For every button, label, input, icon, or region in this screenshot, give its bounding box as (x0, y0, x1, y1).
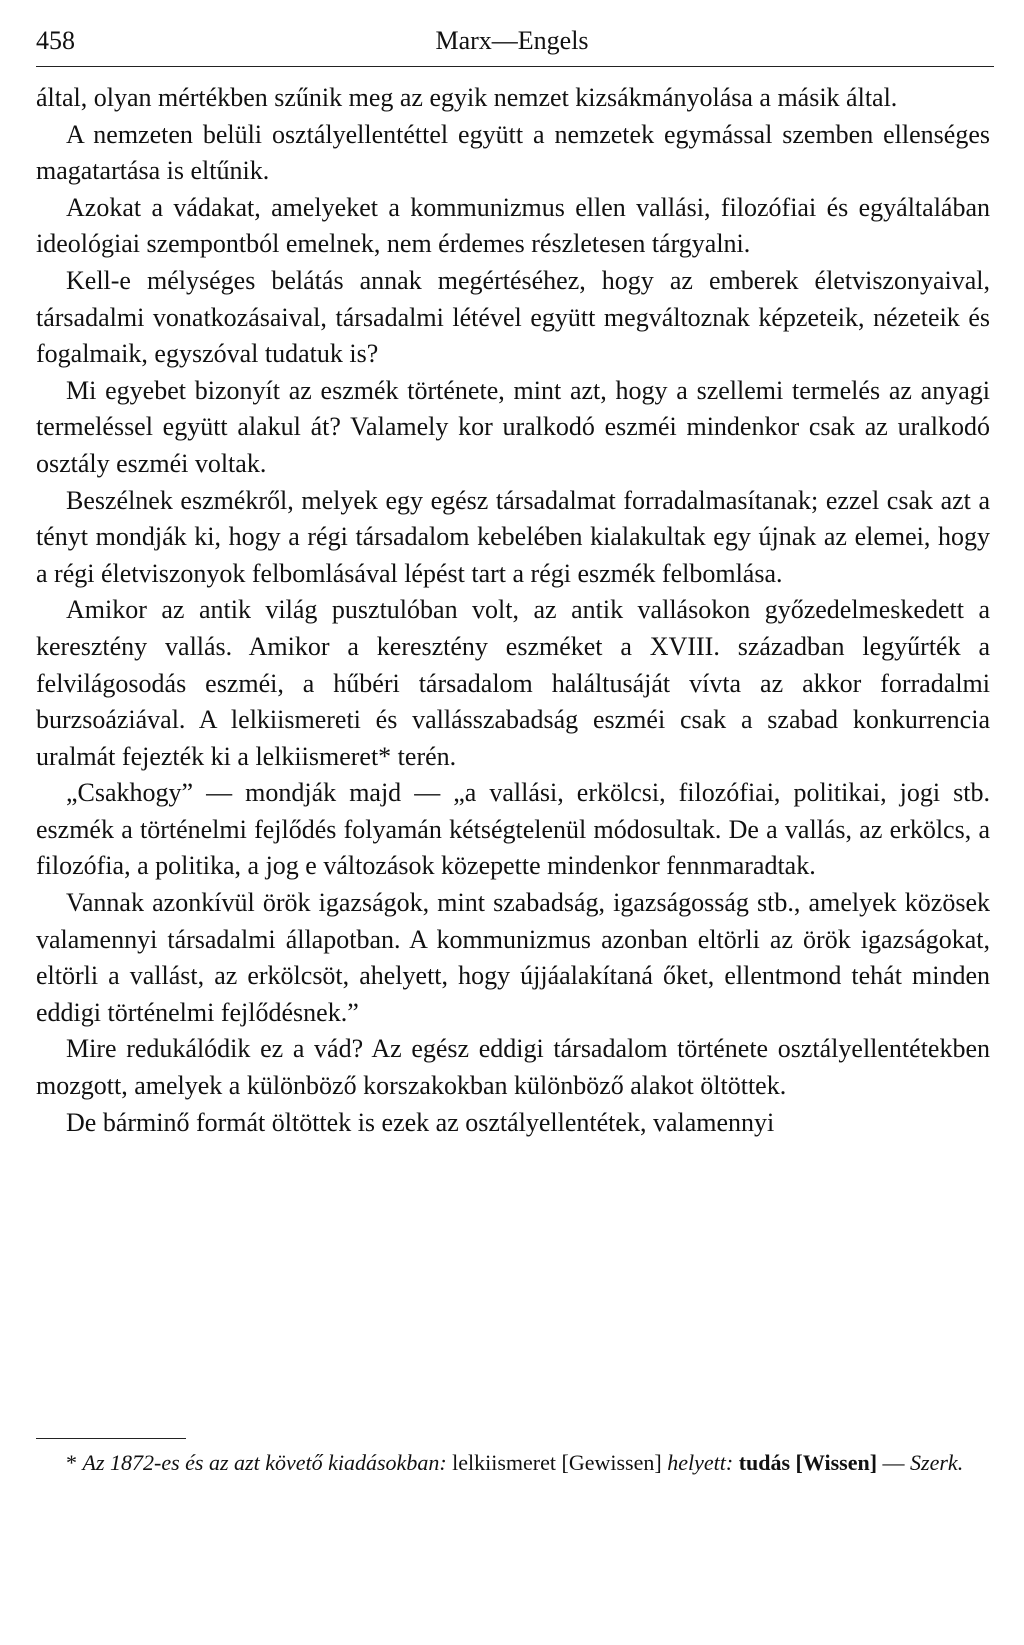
paragraph: Kell-e mélységes belátás annak megértéséhez, hogy az emberek életviszonyaival, társadalmi vonatkozásaival, társadalmi létével együtt megváltoznak képzeteik, nézeteik és fogalmaik, egyszóval tudatuk is? (36, 265, 990, 369)
paragraph: Mire redukálódik ez a vád? Az egész eddigi társadalom története osztályellentétekben mozgott, amelyek a különböző korszakokban különböző alakot öltöttek. (36, 1034, 990, 1101)
footnote-instead: helyett: (667, 1450, 734, 1475)
page-header (36, 18, 988, 58)
paragraph: De bárminő formát öltöttek is ezek az osztályellentétek, valamennyi (66, 1107, 775, 1137)
footnote-rule (36, 1438, 186, 1439)
footnote (36, 1446, 990, 1480)
footnote-bracket-new: [Wissen] (795, 1450, 878, 1475)
paragraph: Amikor az antik világ pusztulóban volt, az antik vallásokon győzedelmeskedett a keresztény vallás. Amikor a keresztény eszméket a XVIII. században legyűrték a felvilágosodás eszméi, a hűbéri társadalom haláltusáját vívta az akkor forradalmi burzsoáziával. A lelkiismereti és vallásszabadság eszméi csak a szabad konkurrencia uralmát fejezték ki a lelkiismeret* terén. (36, 595, 990, 771)
paragraph: Mi egyebet bizonyít az eszmék története, mint azt, hogy a szellemi termelés az anyagi termeléssel együtt alakul át? Valamely kor uralkodó eszméi mindenkor csak az uralkodó osztály eszméi voltak. (36, 375, 990, 478)
footnote-word-old: lelkiismeret (452, 1450, 557, 1475)
footnote-bracket-old: [Gewissen] (561, 1450, 662, 1475)
body-text (36, 80, 990, 1141)
header-rule (36, 66, 994, 67)
running-head: Marx—Engels (435, 26, 589, 55)
footnote-dash: — (882, 1450, 905, 1475)
paragraph: Beszélnek eszmékről, melyek egy egész társadalmat forradalmasítanak; ezzel csak azt a tényt mondják ki, hogy a régi társadalom kebelében kialakultak egy újnak az elemei, hogy a régi életviszonyok felbomlásával lépést tart a régi eszmék felbomlása. (36, 485, 990, 588)
paragraph: Vannak azonkívül örök igazságok, mint szabadság, igazságosság stb., amelyek közösek valamennyi társadalmi állapotban. A kommunizmus azonban eltörli az örök igazságokat, eltörli a vallást, az erkölcsöt, ahelyett, hogy újjáalakítaná őket, ellentmond tehát minden eddigi történelmi fejlődésnek.” (36, 888, 990, 1027)
paragraph: Azokat a vádakat, amelyeket a kommunizmus ellen vallási, filozófiai és egyáltalában ideológiai szempontból emelnek, nem érdemes részletesen tárgyalni. (36, 192, 990, 259)
footnote-word-new: tudás (738, 1450, 791, 1475)
paragraph: által, olyan mértékben szűnik meg az egyik nemzet kizsákmányolása a másik által. (36, 83, 898, 112)
footnote-editor: Szerk. (910, 1450, 964, 1475)
paragraph: „Csakhogy” — mondják majd — „a vallási, erkölcsi, filozófiai, politikai, jogi stb. eszmék a történelmi fejlődés folyamán kétségtelenül módosultak. De a vallás, az erkölcs, a filozófia, a politika, a jog e változások közepette mindenkor fennmaradtak. (36, 778, 990, 881)
footnote-edition-note: Az 1872-es és az azt követő kiadásokban: (82, 1450, 447, 1475)
footnote-marker: * (66, 1450, 77, 1475)
paragraph: A nemzeten belüli osztályellentéttel együtt a nemzetek egymással szemben ellenséges magatartása is eltűnik. (36, 119, 990, 186)
page-number: 458 (36, 26, 75, 55)
